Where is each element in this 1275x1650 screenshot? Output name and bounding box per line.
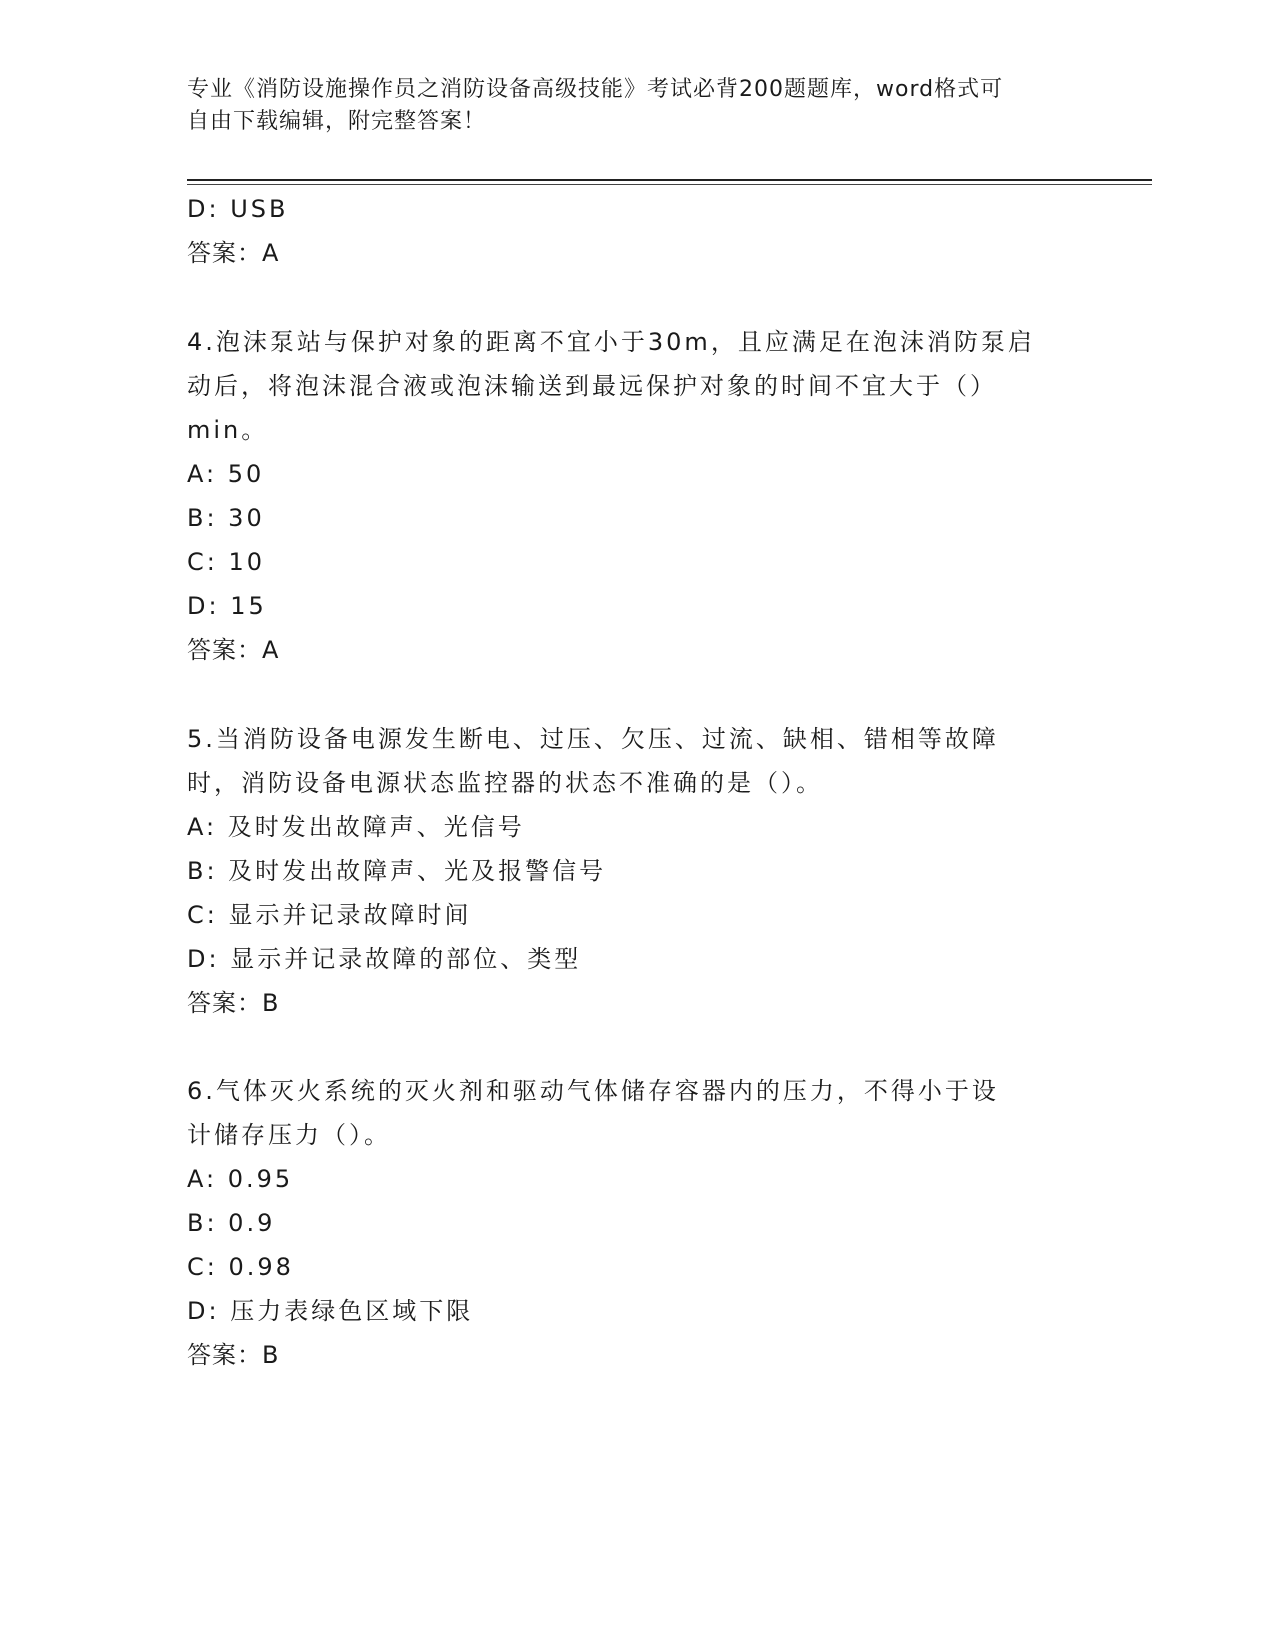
header-divider-thick (187, 179, 1152, 181)
q5-answer: 答案：B (187, 989, 280, 1017)
q6-option-b: B: 0.9 (187, 1209, 276, 1237)
q5-option-a: A: 及时发出故障声、光信号 (187, 813, 525, 841)
q4-answer: 答案：A (187, 636, 280, 664)
q4-option-d: D: 15 (187, 592, 267, 620)
q4-option-b: B: 30 (187, 504, 265, 532)
header-line-2: 自由下载编辑，附完整答案！ (187, 109, 487, 134)
q6-option-d: D: 压力表绿色区域下限 (187, 1297, 474, 1325)
q5-option-c: C: 显示并记录故障时间 (187, 901, 472, 929)
q4-option-c: C: 10 (187, 548, 266, 576)
prev-answer: 答案：A (187, 239, 280, 267)
q6-option-a: A: 0.95 (187, 1165, 294, 1193)
q5-text-line-2: 时，消防设备电源状态监控器的状态不准确的是（）。 (187, 769, 823, 797)
q5-option-d: D: 显示并记录故障的部位、类型 (187, 945, 582, 973)
q6-text-line-2: 计储存压力（）。 (187, 1121, 391, 1149)
q4-text-line-2: 动后，将泡沫混合液或泡沫输送到最远保护对象的时间不宜大于（） (187, 372, 997, 400)
q6-text-line-1: 6.气体灭火系统的灭火剂和驱动气体储存容器内的压力，不得小于设 (187, 1077, 999, 1105)
header-divider-thin (187, 184, 1152, 185)
q5-option-b: B: 及时发出故障声、光及报警信号 (187, 857, 607, 885)
q4-option-a: A: 50 (187, 460, 265, 488)
q4-text-line-1: 4.泡沫泵站与保护对象的距离不宜小于30m，且应满足在泡沫消防泵启 (187, 328, 1035, 356)
q6-answer: 答案：B (187, 1341, 280, 1369)
page-header (187, 74, 1067, 138)
q4-text-line-3: min。 (187, 416, 269, 444)
q6-option-c: C: 0.98 (187, 1253, 294, 1281)
header-line-1: 专业《消防设施操作员之消防设备高级技能》考试必背200题题库，word格式可 (187, 77, 1004, 102)
q5-text-line-1: 5.当消防设备电源发生断电、过压、欠压、过流、缺相、错相等故障 (187, 725, 999, 753)
prev-option-d: D: USB (187, 195, 289, 223)
